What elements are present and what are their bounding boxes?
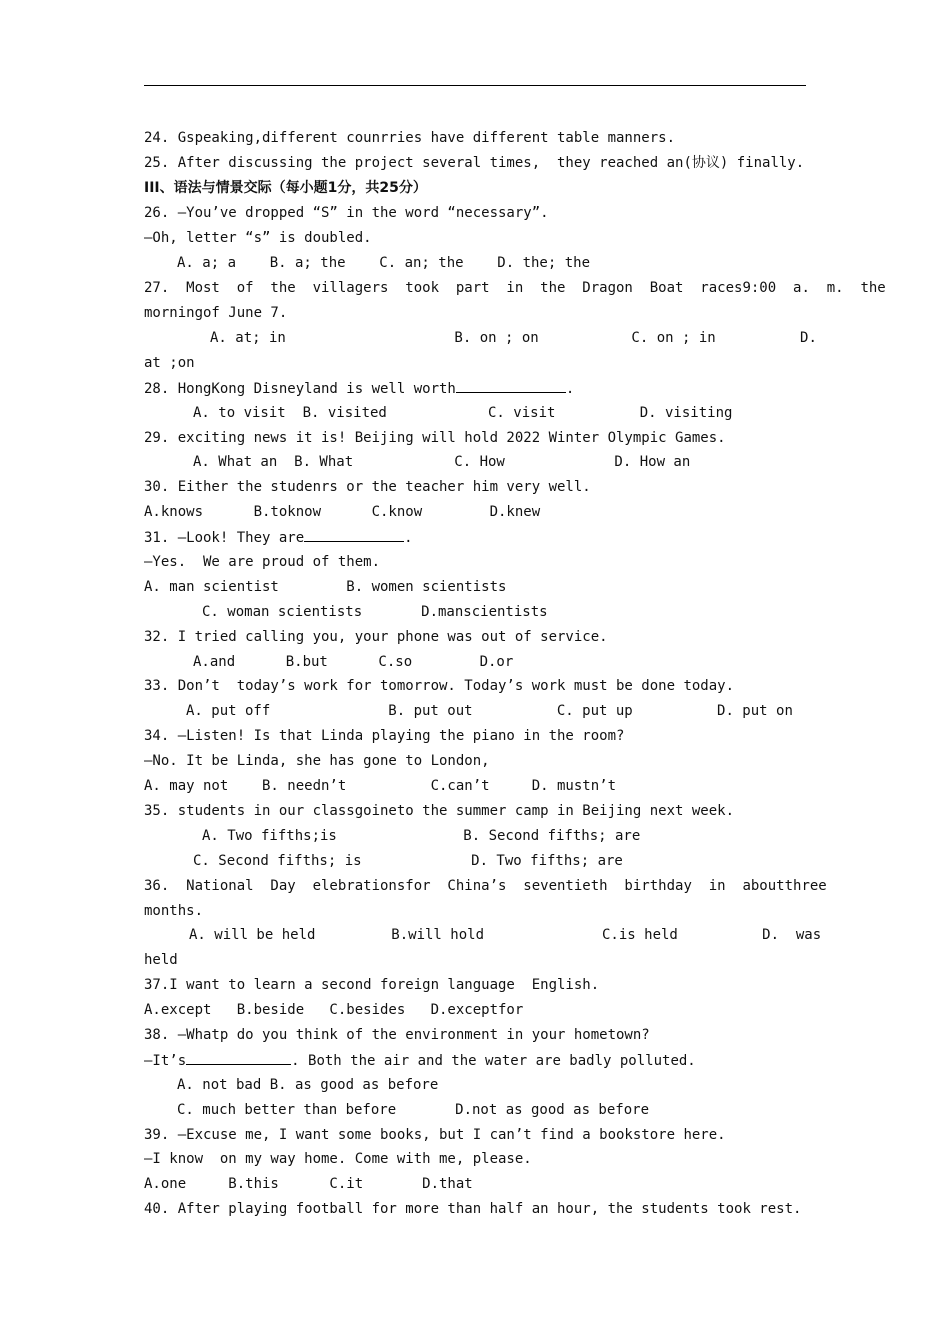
question-28 (144, 378, 574, 399)
question-38-options-1: A. not bad B. as good as before (177, 1077, 439, 1093)
question-27-line1: 27. Most of the villagers took part in the Dragon Boat races9:00 a. m. the (144, 280, 886, 296)
answer-blank (456, 378, 566, 393)
question-26-options: A. a; a B. a; the C. an; the D. the; the (177, 255, 591, 271)
question-32: 32. I tried calling you, your phone was out of service. (144, 629, 608, 645)
question-29: 29. exciting news it is! Beijing will hold 2022 Winter Olympic Games. (144, 430, 726, 446)
question-27-line3: at ;on (144, 355, 195, 371)
header-rule (144, 85, 806, 86)
question-34-options: A. may not B. needn’t C.can’t D. mustn’t (144, 778, 617, 794)
question-38-line2 (144, 1050, 696, 1071)
question-38-options-2: C. much better than before D.not as good as before (177, 1102, 650, 1118)
question-25: 25. After discussing the project several times, they reached an(协议) finally. (144, 155, 805, 171)
question-32-options: A.and B.but C.so D.or (193, 654, 514, 670)
question-28-stem: 28. HongKong Disneyland is well worth (144, 381, 456, 397)
question-27-line2: morningof June 7. (144, 305, 288, 321)
question-37: 37.I want to learn a second foreign language English. (144, 977, 600, 993)
question-31-options-1: A. man scientist B. women scientists (144, 579, 507, 595)
question-33: 33. Don’t today’s work for tomorrow. Today’s work must be done today. (144, 678, 735, 694)
question-34-line2: —No. It be Linda, she has gone to London, (144, 753, 490, 769)
question-39-line2: —I know on my way home. Come with me, please. (144, 1151, 532, 1167)
question-33-options: A. put off B. put out C. put up D. put on (186, 703, 793, 719)
question-40: 40. After playing football for more than half an hour, the students took rest. (144, 1201, 802, 1217)
question-34-line1: 34. —Listen! Is that Linda playing the piano in the room? (144, 728, 625, 744)
question-35-options-2: C. Second fifths; is D. Two fifths; are (193, 853, 623, 869)
question-31-line1 (144, 527, 413, 548)
section-title: III、语法与情景交际（每小题1分，共25分） (144, 180, 427, 196)
question-27-options: A. at; in B. on ; on C. on ; in D. (210, 330, 817, 346)
question-28-end: . (565, 381, 575, 397)
question-28-options: A. to visit B. visited C. visit D. visiting (193, 405, 733, 421)
question-36-line3: held (144, 952, 178, 968)
question-39-line1: 39. —Excuse me, I want some books, but I can’t find a bookstore here. (144, 1127, 726, 1143)
question-26-line1: 26. —You’ve dropped “S” in the word “necessary”. (144, 205, 549, 221)
question-36-options: A. will be held B.will hold C.is held D. was (189, 927, 822, 943)
question-24: 24. Gspeaking,different counrries have different table manners. (144, 130, 676, 146)
question-36-line2: months. (144, 903, 204, 919)
question-38-pre: —It’s (144, 1053, 187, 1069)
question-35-options-1: A. Two fifths;is B. Second fifths; are (202, 828, 641, 844)
question-37-options: A.except B.beside C.besides D.exceptfor (144, 1002, 524, 1018)
question-29-options: A. What an B. What C. How D. How an (193, 454, 691, 470)
question-31-end: . (404, 530, 413, 546)
question-36-line1: 36. National Day elebrationsfor China’s seventieth birthday in aboutthree (144, 878, 827, 894)
question-31-line2: —Yes. We are proud of them. (144, 554, 381, 570)
question-30: 30. Either the studenrs or the teacher him very well. (144, 479, 591, 495)
question-26-line2: —Oh, letter “s” is doubled. (144, 230, 372, 246)
answer-blank (304, 527, 404, 542)
question-30-options: A.knows B.toknow C.know D.knew (144, 504, 541, 520)
question-38-line1: 38. —Whatp do you think of the environment in your hometown? (144, 1027, 650, 1043)
question-35: 35. students in our classgoineto the summer camp in Beijing next week. (144, 803, 735, 819)
answer-blank (186, 1050, 291, 1065)
question-38-post: . Both the air and the water are badly polluted. (291, 1053, 696, 1069)
question-31-options-2: C. woman scientists D.manscientists (202, 604, 548, 620)
question-39-options: A.one B.this C.it D.that (144, 1176, 473, 1192)
question-31-stem: 31. —Look! They are (144, 530, 305, 546)
